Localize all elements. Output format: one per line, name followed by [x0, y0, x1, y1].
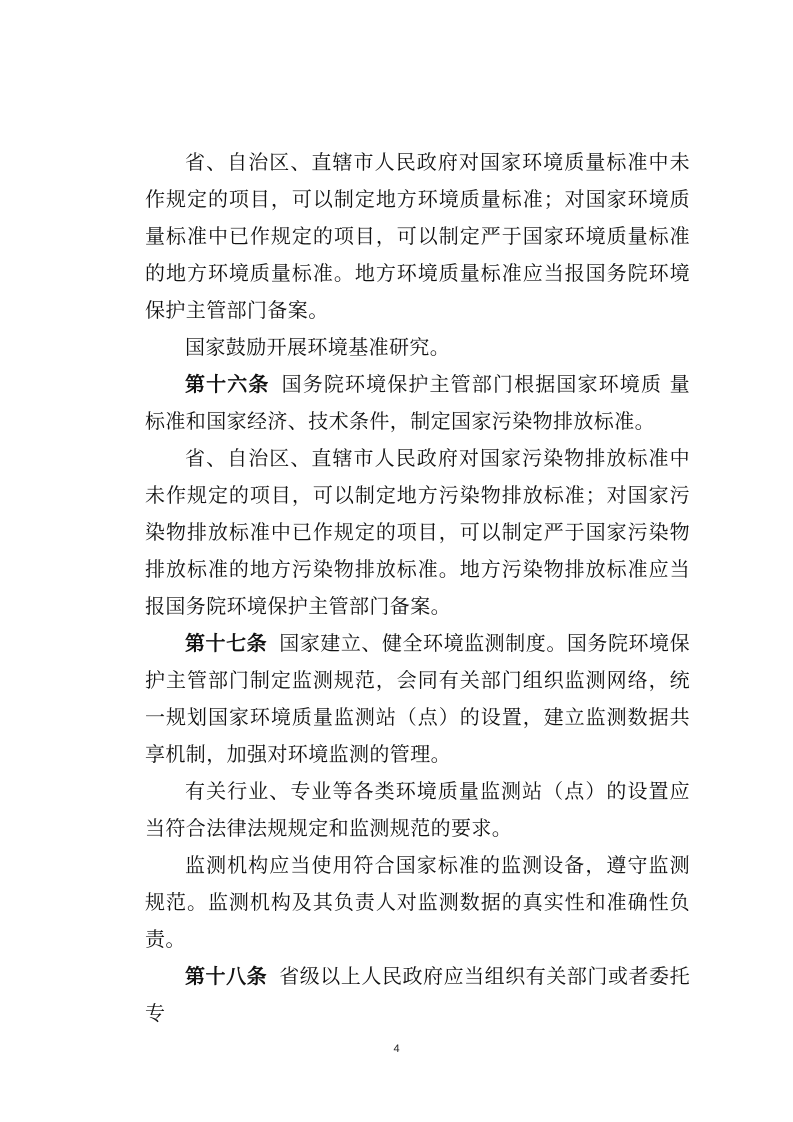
- article-heading: 第十八条: [185, 964, 268, 988]
- paragraph-text: 国家建立、健全环境监测制度。国务院环境保护主管部门制定监测规范，会同有关部门组织监测网络，统一规划国家环境质量监测站（点）的设置，建立监测数据共享机制，加强对环境监测的管理。: [145, 631, 691, 766]
- body-text: [145, 144, 690, 1032]
- paragraph: [145, 366, 690, 440]
- paragraph: [145, 847, 690, 958]
- paragraph: [145, 144, 690, 329]
- page-number: 4: [393, 1043, 400, 1055]
- paragraph-text: 有关行业、专业等各类环境质量监测站（点）的设置应当符合法律法规规定和监测规范的要求。: [145, 779, 690, 840]
- paragraph-text: 省级以上人民政府应当组织有关部门或者委托专: [145, 964, 691, 1025]
- paragraph: [145, 773, 690, 847]
- paragraph-text: 省、自治区、直辖市人民政府对国家环境质量标准中未作规定的项目，可以制定地方环境质量标准；对国家环境质量标准中已作规定的项目，可以制定严于国家环境质量标准的地方环境质量标准。地方环境质量标准应当报国务院环境保护主管部门备案。: [145, 150, 690, 322]
- article-heading: 第十六条: [185, 372, 270, 396]
- paragraph: [145, 625, 690, 773]
- paragraph-text: 国家鼓励开展环境基准研究。: [185, 335, 451, 359]
- article-heading: 第十七条: [185, 631, 268, 655]
- paragraph-text: 省、自治区、直辖市人民政府对国家污染物排放标准中未作规定的项目，可以制定地方污染物排放标准；对国家污染物排放标准中已作规定的项目，可以制定严于国家污染物排放标准的地方污染物排放标准。地方污染物排放标准应当报国务院环境保护主管部门备案。: [145, 446, 690, 618]
- paragraph-text: 监测机构应当使用符合国家标准的监测设备，遵守监测规范。监测机构及其负责人对监测数据的真实性和准确性负责。: [145, 853, 690, 951]
- paragraph: [145, 329, 690, 366]
- paragraph-text: 国务院环境保护主管部门根据国家环境质 量标准和国家经济、技术条件，制定国家污染物排放标准。: [145, 372, 690, 433]
- paragraph: [145, 440, 690, 625]
- paragraph: [145, 958, 690, 1032]
